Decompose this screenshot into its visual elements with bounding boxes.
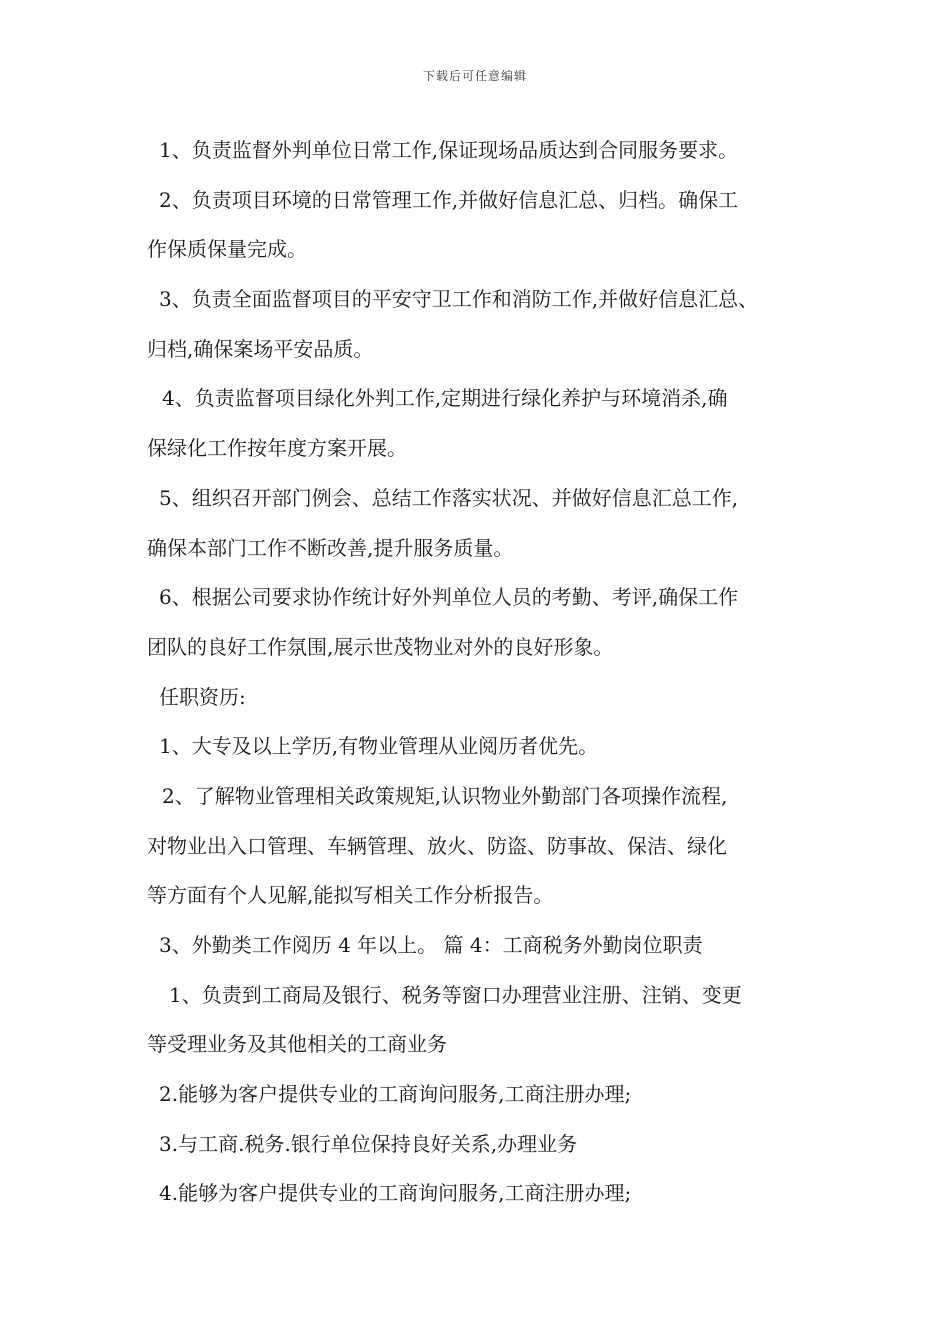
text-line: 保绿化工作按年度方案开展。 bbox=[147, 436, 407, 461]
text-line: 对物业出入口管理、车辆管理、放火、防盗、防事故、保洁、绿化 bbox=[147, 833, 727, 858]
text-line: 4、负责监督项目绿化外判工作,定期进行绿化养护与环境消杀,确 bbox=[162, 386, 728, 411]
text-line: 5、组织召开部门例会、总结工作落实状况、并做好信息汇总工作, bbox=[159, 485, 739, 510]
text-line: 归档,确保案场平安品质。 bbox=[147, 336, 374, 361]
text-line: 1、负责监督外判单位日常工作,保证现场品质达到合同服务要求。 bbox=[159, 138, 739, 162]
text-line: 6、根据公司要求协作统计好外判单位人员的考勤、考评,确保工作 bbox=[159, 585, 739, 610]
text-line: 团队的良好工作氛围,展示世茂物业对外的良好形象。 bbox=[147, 634, 614, 659]
text-line: 4.能够为客户提供专业的工商询问服务,工商注册办理; bbox=[159, 1181, 632, 1206]
text-line: 1、负责到工商局及银行、税务等窗口办理营业注册、注销、变更 bbox=[169, 982, 742, 1007]
text-line: 2、负责项目环境的日常管理工作,并做好信息汇总、归档。确保工 bbox=[159, 187, 739, 212]
text-line: 作保质保量完成。 bbox=[147, 237, 307, 262]
text-line: 2、了解物业管理相关政策规矩,认识物业外勤部门各项操作流程, bbox=[162, 783, 728, 808]
text-line: 3、外勤类工作阅历 4 年以上。 篇 4：工商税务外勤岗位职责 bbox=[159, 933, 703, 957]
text-line: 3.与工商.税务.银行单位保持良好关系,办理业务 bbox=[159, 1131, 578, 1156]
text-line: 3、负责全面监督项目的平安守卫工作和消防工作,并做好信息汇总、 bbox=[159, 287, 759, 312]
text-line: 等方面有个人见解,能拟写相关工作分析报告。 bbox=[147, 883, 554, 908]
text-line: 确保本部门工作不断改善,提升服务质量。 bbox=[147, 535, 514, 560]
section-heading: 任职资历: bbox=[159, 684, 246, 709]
document-body bbox=[147, 126, 827, 1219]
text-line: 2.能够为客户提供专业的工商询问服务,工商注册办理; bbox=[159, 1082, 632, 1107]
page-header-note: 下载后可任意编辑 bbox=[422, 69, 527, 83]
text-line: 等受理业务及其他相关的工商业务 bbox=[147, 1032, 447, 1057]
text-line: 1、大专及以上学历,有物业管理从业阅历者优先。 bbox=[159, 734, 599, 759]
